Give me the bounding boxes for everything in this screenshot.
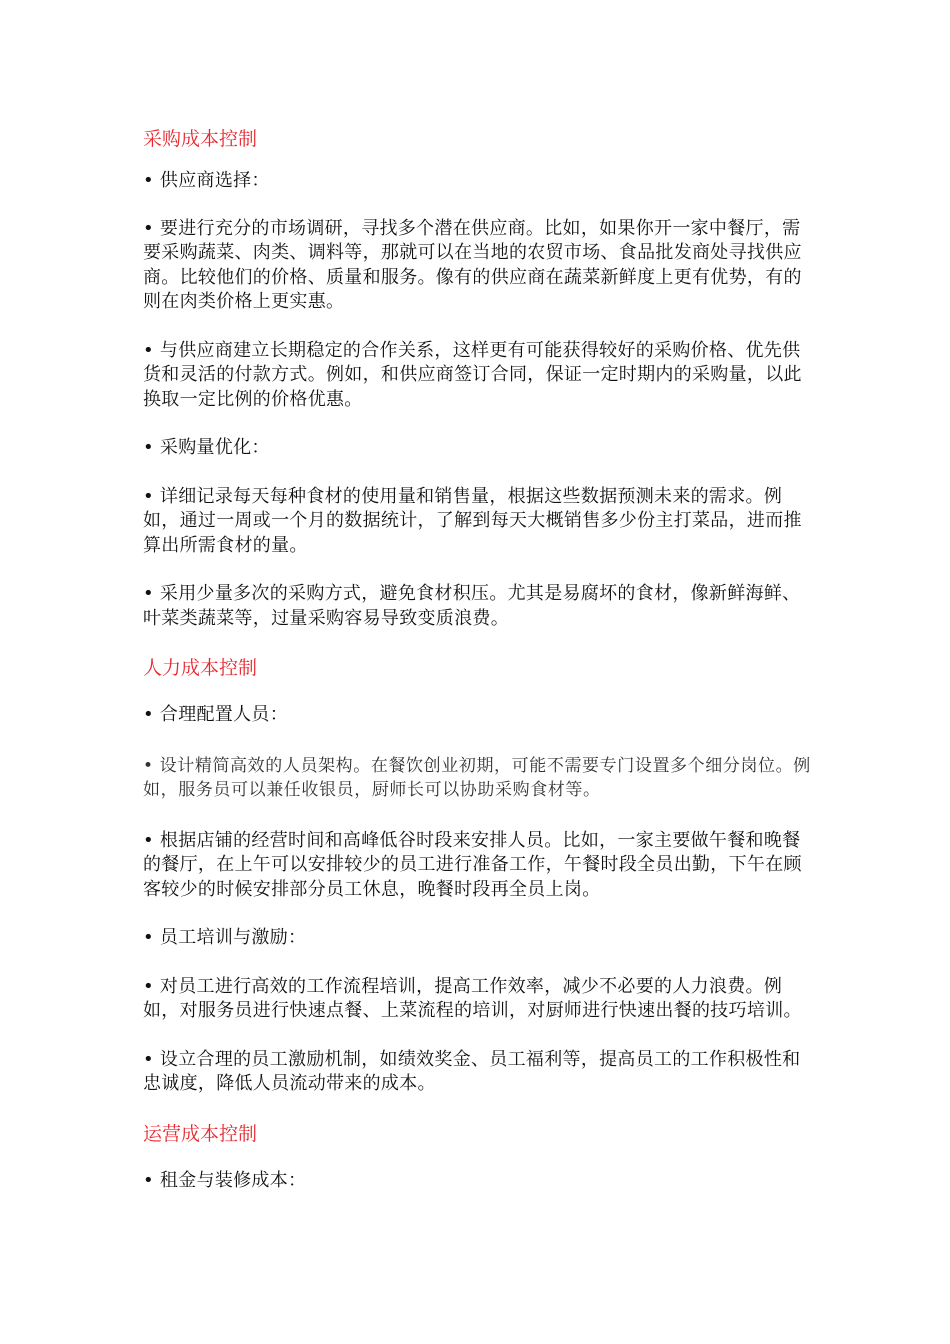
list-item (143, 217, 813, 315)
bullet: • (143, 339, 154, 361)
list-item (143, 339, 813, 413)
list-item (143, 436, 813, 461)
item-text: 采用少量多次的采购方式，避免食材积压。尤其是易腐坏的食材，像新鲜海鲜、叶菜类蔬菜等，过量采购容易导致变质浪费。 (143, 583, 801, 629)
item-text: 设立合理的员工激励机制，如绩效奖金、员工福利等，提高员工的工作积极性和忠诚度，降低人员流动带来的成本。 (143, 1048, 801, 1094)
item-text: 根据店铺的经营时间和高峰低谷时段来安排人员。比如，一家主要做午餐和晚餐的餐厅，在上午可以安排较少的员工进行准备工作，午餐时段全员出勤，下午在顾客较少的时候安排部分员工休息，晚餐时段再全员上岗。 (143, 829, 802, 900)
section-heading-operations: 运营成本控制 (143, 1122, 258, 1145)
item-text: 供应商选择： (159, 170, 270, 191)
item-text: 租金与装修成本： (159, 1169, 307, 1191)
bullet: • (143, 583, 154, 604)
bullet: • (143, 1169, 154, 1191)
list-item (143, 703, 813, 728)
list-item (143, 485, 813, 559)
bullet: • (143, 927, 154, 948)
item-text: 详细记录每天每种食材的使用量和销售量，根据这些数据预测未来的需求。例如，通过一周或一个月的数据统计，了解到每天大概销售多少份主打菜品，进而推算出所需食材的量。 (143, 485, 802, 556)
bullet: • (143, 217, 154, 239)
bullet: • (143, 755, 154, 776)
item-text: 合理配置人员： (159, 704, 289, 725)
item-text: 与供应商建立长期稳定的合作关系，这样更有可能获得较好的采购价格、优先供货和灵活的付款方式。例如，和供应商签订合同，保证一定时期内的采购量，以此换取一定比例的价格优惠。 (143, 339, 802, 410)
item-text: 员工培训与激励： (159, 927, 307, 948)
section-heading-procurement: 采购成本控制 (143, 128, 258, 150)
list-item (143, 926, 813, 951)
document-page (143, 118, 813, 1193)
list-item (143, 582, 813, 631)
item-text: 要进行充分的市场调研，寻找多个潜在供应商。比如，如果你开一家中餐厅，需要采购蔬菜、肉类、调料等，那就可以在当地的农贸市场、食品批发商处寻找供应商。比较他们的价格、质量和服务。像有的供应商在蔬菜新鲜度上更有优势，有的则在肉类价格上更实惠。 (143, 217, 802, 312)
bullet: • (143, 170, 154, 191)
bullet: • (143, 829, 154, 851)
bullet: • (143, 975, 154, 997)
bullet: • (143, 1048, 154, 1070)
item-text: 设计精简高效的人员架构。在餐饮创业初期，可能不需要专门设置多个细分岗位。例如，服务员可以兼任收银员，厨师长可以协助采购食材等。 (143, 755, 811, 800)
bullet: • (143, 704, 154, 725)
bullet: • (143, 485, 154, 507)
list-item (143, 169, 813, 194)
item-text: 对员工进行高效的工作流程培训，提高工作效率，减少不必要的人力浪费。例如，对服务员进行快速点餐、上菜流程的培训，对厨师进行快速出餐的技巧培训。 (143, 975, 802, 1021)
list-item (143, 754, 813, 803)
list-item (143, 1048, 813, 1097)
list-item (143, 975, 813, 1024)
section-heading-labor: 人力成本控制 (143, 657, 258, 679)
list-item (143, 829, 813, 903)
item-text: 采购量优化： (159, 437, 270, 458)
bullet: • (143, 437, 154, 458)
list-item (143, 1169, 813, 1194)
